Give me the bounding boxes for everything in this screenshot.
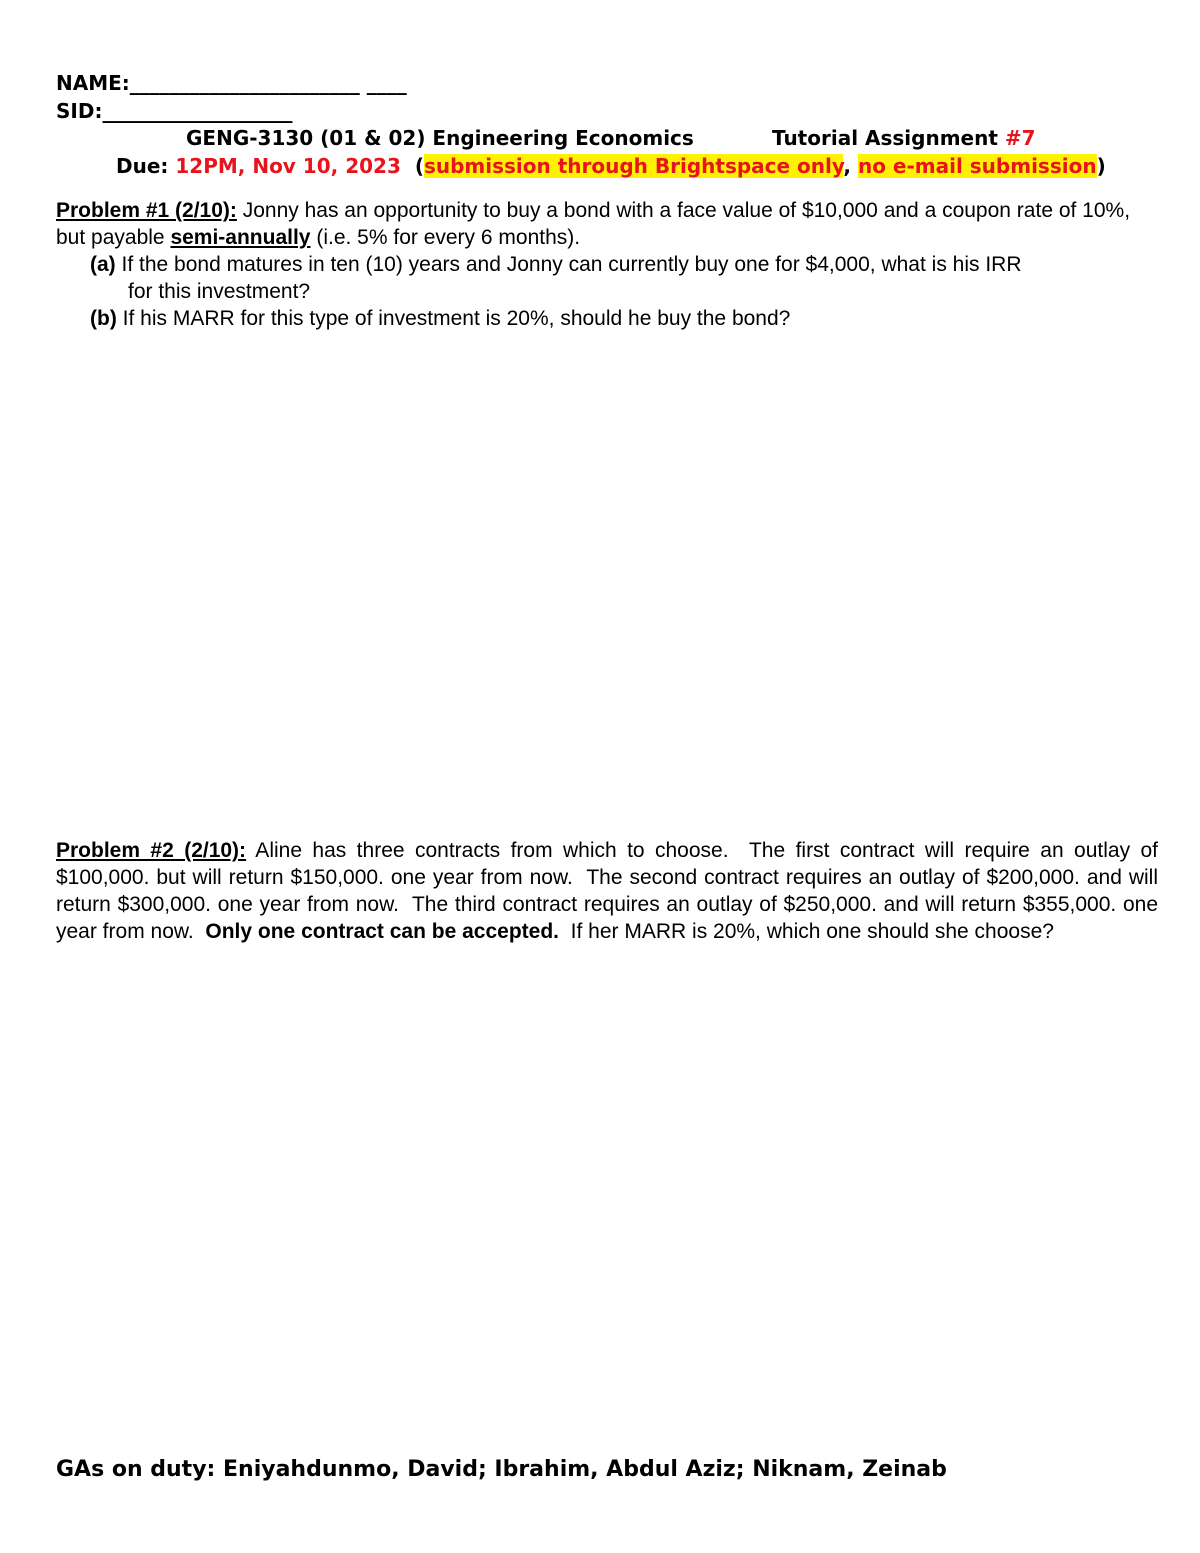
due-line <box>116 152 1106 180</box>
problem-2-title: Problem #2 (2/10): <box>56 839 247 862</box>
problem-1-part-a <box>90 251 1158 305</box>
no-email-note: no e-mail submission <box>857 154 1097 178</box>
sid-blank: ___________________ <box>102 99 293 123</box>
sid-field <box>56 97 292 125</box>
due-date: 12PM, Nov 10, 2023 <box>175 154 401 178</box>
problem-1-emphasis: semi-annually <box>170 226 311 249</box>
due-label: Due: <box>116 154 176 178</box>
name-field <box>56 69 407 97</box>
problem-2-emphasis: Only one contract can be accepted. <box>205 920 559 943</box>
problem-2 <box>56 837 1164 945</box>
part-a-text: If the bond matures in ten (10) years and Jonny can currently buy one for $4,000, what is his IRR <box>115 253 1022 276</box>
problem-1-text-b: (i.e. 5% for every 6 months). <box>310 226 581 249</box>
submission-note: submission through Brightspace only <box>423 154 844 178</box>
gas-on-duty: GAs on duty: Eniyahdunmo, David; Ibrahim, Abdul Aziz; Niknam, Zeinab <box>56 1457 947 1482</box>
problem-1-text-a: Jonny has an opportunity to buy a bond with a face value of $10,000 and a coupon rate of 10%, but payable <box>56 199 1131 249</box>
problem-1-part-b <box>90 305 1158 332</box>
paren-open: ( <box>414 154 424 178</box>
name-blank: _______________________ ____ <box>129 71 407 95</box>
problem-1-intro <box>56 197 1158 251</box>
problem-2-text-a: Aline has three contracts from which to choose. The first contract will require an outlay of $100,000. but will return $150,000. one year from now. The second contract requires an outlay of $200,000. and will return $300,000. one year from now. The third contract requires an outlay of $250,000. and will return $355,000. one year from now. <box>56 839 1164 943</box>
part-a-text-cont: for this investment? <box>128 280 311 303</box>
comma: , <box>843 154 851 178</box>
course-title: GENG-3130 (01 & 02) Engineering Economics <box>186 126 694 150</box>
assignment-number: #7 <box>1004 126 1036 150</box>
sid-label: SID: <box>56 99 103 123</box>
problem-2-text-b: If her MARR is 20%, which one should she choose? <box>559 920 1054 943</box>
part-b-text: If his MARR for this type of investment is 20%, should he buy the bond? <box>116 307 791 330</box>
paren-close: ) <box>1096 154 1106 178</box>
part-b-label: (b) <box>90 307 117 330</box>
part-a-label: (a) <box>90 253 116 276</box>
assignment-title <box>772 124 1036 152</box>
name-label: NAME: <box>56 71 130 95</box>
assignment-label: Tutorial Assignment <box>772 126 1005 150</box>
problem-1-title: Problem #1 (2/10): <box>56 199 237 222</box>
